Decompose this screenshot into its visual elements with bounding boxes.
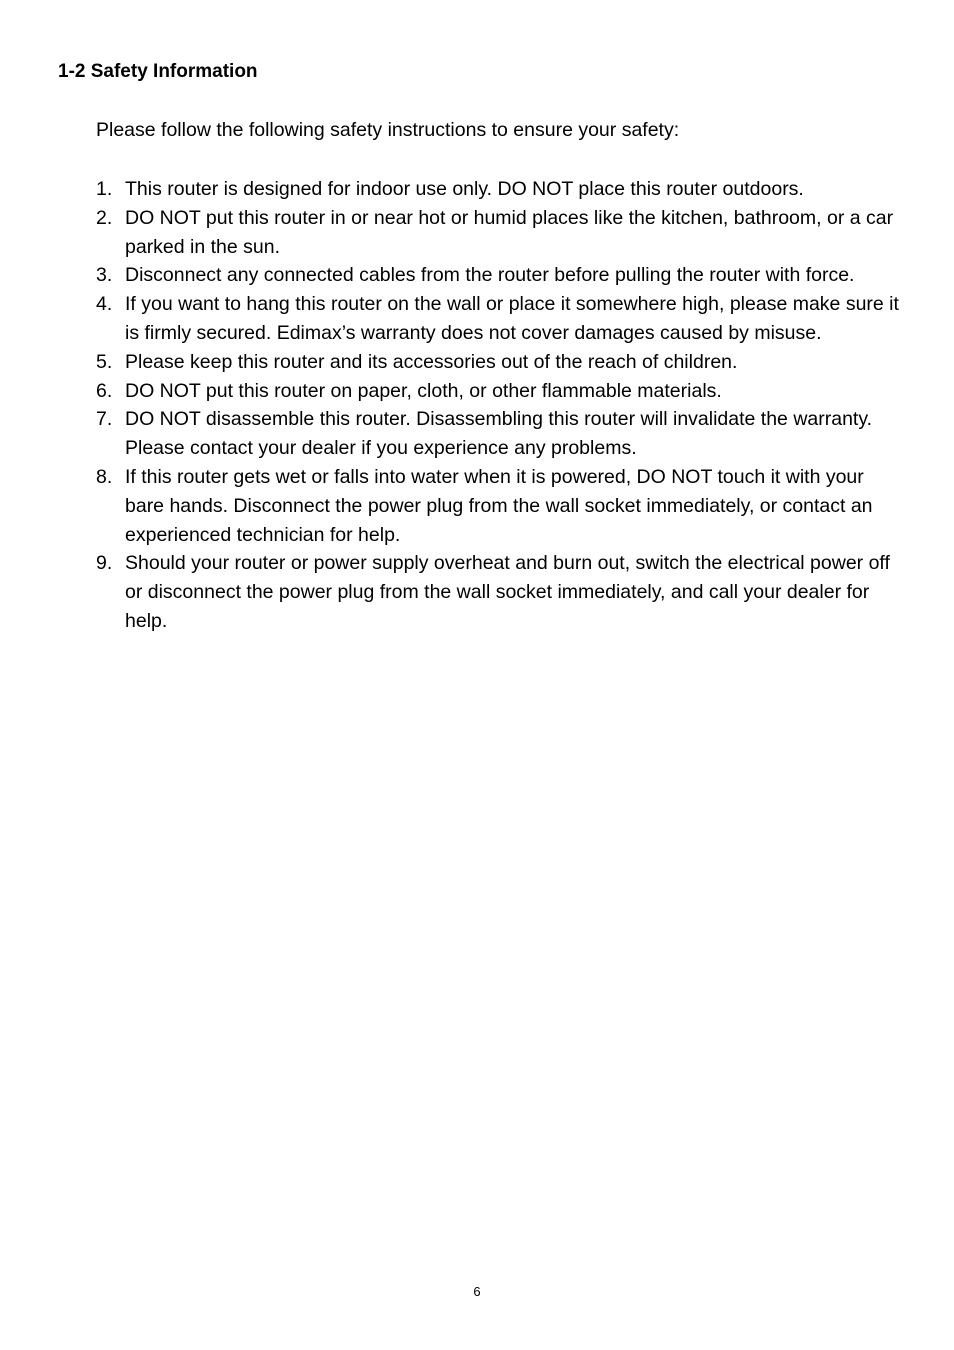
item-text: Disconnect any connected cables from the router before pulling the router with force. xyxy=(125,264,855,287)
item-number: 9. xyxy=(96,552,113,575)
item-text: This router is designed for indoor use only. DO NOT place this router outdoors. xyxy=(125,178,804,200)
item-text: Should your router or power supply overheat and burn out, switch the electrical power off or disconnect the power plug from the wall socket immediately, and call your dealer for help. xyxy=(125,552,890,632)
list-item xyxy=(96,549,906,635)
item-text: DO NOT put this router on paper, cloth, or other flammable materials. xyxy=(125,379,722,402)
intro-paragraph: Please follow the following safety instructions to ensure your safety: xyxy=(96,119,680,141)
item-text: Please keep this router and its accessories out of the reach of children. xyxy=(125,350,738,373)
safety-instructions-list xyxy=(96,175,906,636)
item-text: DO NOT put this router in or near hot or humid places like the kitchen, bathroom, or a car parked in the sun. xyxy=(125,206,894,258)
section-title: 1-2 Safety Information xyxy=(58,61,258,82)
item-number: 4. xyxy=(96,293,113,316)
list-item xyxy=(96,261,906,290)
list-item xyxy=(96,290,906,348)
item-text: If you want to hang this router on the wall or place it somewhere high, please make sure it is firmly secured. Edimax’s warranty does not cover damages caused by misuse. xyxy=(125,293,899,344)
item-number: 8. xyxy=(96,465,113,488)
list-item xyxy=(96,463,906,549)
item-number: 5. xyxy=(96,350,113,373)
list-item xyxy=(96,348,906,377)
item-number: 2. xyxy=(96,206,113,229)
item-number: 7. xyxy=(96,408,113,431)
item-text: If this router gets wet or falls into water when it is powered, DO NOT touch it with your bare hands. Disconnect the power plug from the wall socket immediately, or contact an experienced technician for help. xyxy=(125,465,873,546)
list-item xyxy=(96,405,906,463)
item-number: 1. xyxy=(96,178,113,200)
item-text: DO NOT disassemble this router. Disassembling this router will invalidate the warranty. Please contact your dealer if you experience any problems. xyxy=(125,408,873,460)
list-item xyxy=(96,204,906,262)
list-item xyxy=(96,175,906,204)
item-number: 3. xyxy=(96,264,113,287)
item-number: 6. xyxy=(96,379,113,402)
page-number: 6 xyxy=(473,1284,481,1299)
list-item xyxy=(96,377,906,406)
